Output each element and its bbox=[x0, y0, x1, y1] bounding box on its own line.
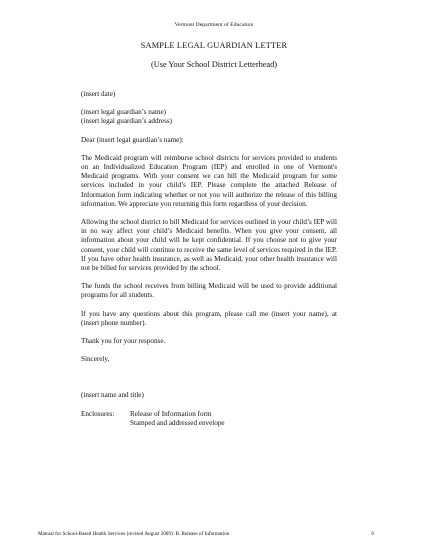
guardian-address-placeholder: (insert legal guardian’s address) bbox=[81, 117, 173, 126]
enclosure-item: Stamped and addressed envelope bbox=[130, 418, 225, 427]
enclosures bbox=[81, 410, 337, 428]
page-number: 6 bbox=[371, 531, 374, 537]
enclosures-label: Enclosures: bbox=[81, 409, 115, 418]
paragraph-thanks: Thank you for your response. bbox=[81, 337, 166, 346]
enclosure-item: Release of Information form bbox=[130, 409, 212, 418]
paragraph-questions: If you have any questions about this program, please call me (insert your name), at (insert phone number). bbox=[81, 309, 337, 327]
paragraph-consent: Allowing the school district to bill Medicaid for services outlined in your child’s IEP will in no way affect your child’s Medicaid benefits. When you give your consent, all information about your child will be kept confidential. If you choose not to give your consent, your child will continue to receive the same level of services required in the IEP. If you have other health insurance, as well as Medicaid, your other health insurance will not be billed for services provided by the school. bbox=[81, 218, 337, 273]
footer-text: Manual for School-Based Health Services (revised August 2009): B. Release of Information bbox=[38, 531, 230, 537]
document-subtitle: (Use Your School District Letterhead) bbox=[150, 60, 278, 69]
department-header: Vermont Department of Education bbox=[174, 22, 254, 28]
paragraph-medicaid-intro: The Medicaid program will reimburse school districts for services provided to students on an Individualized Education Program (IEP) and enrolled in one of Vermont's Medicaid programs. With your consent we can bill the Medicaid program for some services included in your child’s IEP. Please complete the attached Release of Information form indicating whether or not you will authorize the release of this billing information. We appreciate you returning this form regardless of your decision. bbox=[81, 153, 337, 208]
date-placeholder: (insert date) bbox=[81, 90, 116, 98]
paragraph-funds: The funds the school receives from billing Medicaid will be used to provide additional programs for all students. bbox=[81, 282, 337, 300]
enclosures-list bbox=[130, 410, 225, 428]
closing: Sincerely, bbox=[81, 355, 110, 364]
guardian-name-placeholder: (insert legal guardian’s name) bbox=[81, 108, 167, 117]
page-footer bbox=[38, 531, 374, 537]
signature-placeholder: (insert name and title) bbox=[81, 391, 144, 400]
document-title: SAMPLE LEGAL GUARDIAN LETTER bbox=[140, 41, 288, 50]
letter-body bbox=[81, 90, 337, 428]
salutation: Dear (insert legal guardian’s name): bbox=[81, 135, 184, 144]
